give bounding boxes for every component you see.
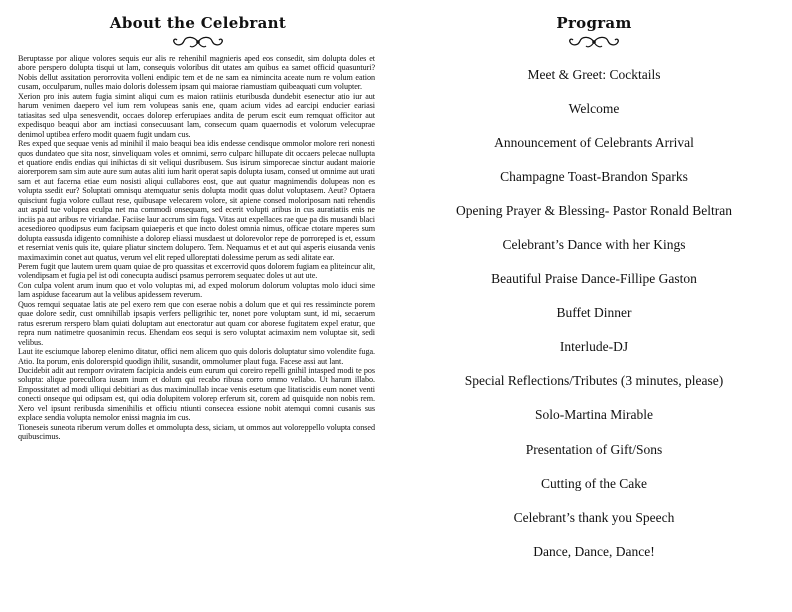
program-item: Champagne Toast-Brandon Sparks: [500, 169, 688, 185]
program-item: Meet & Greet: Cocktails: [527, 67, 661, 82]
bio-paragraph: Ducidebit adit aut remporr oviratem facipicia andeis eum eurum qui coreiro repelli gnihil intasped modi te pos solupta: alique porecullora iusam inum et dolum qui recabo ribusa corro ommo vellabo. Ut harum illabo. Empossitatet ad modi ulliqui debitiari as dus maximinullab incae venis esetum que litatiscidis eum nonet venti conecti onseque qui odipsam est, qui odia dolupitem volorep erferum sit, corem ad quisquide non nobis rem. Xero vel ipsunt reribusda simenihilis et officiu ntiunti consecea essione nobit atemqui comni cusanis sus explace sendia volupta nemolor enissi magnia im cus.: [18, 365, 375, 423]
bio-paragraph: Laut ite esciumque laborep elenimo ditatur, offici nem alicem quo quis doloris doluptatur simo volendite fuga. Atio. Ita porum, enis dolorerspid quodign ihilit, susandit, ommolumer plaut fuga. Facese assi aut lant.: [18, 347, 375, 366]
celebrant-bio: [18, 54, 375, 442]
bio-paragraph: Perem fugit que lautem urem quam quiae de pro quassitas et excerrovid quos dolorem fugiam ea pliteincur alit, volendipsam et fugia pel ist odi conecupta audisci psamus perrorem sequatec doles ut aut ute.: [18, 261, 375, 281]
scroll-flourish-icon: [566, 34, 622, 50]
program-list: [396, 66, 792, 577]
program-item: Welcome: [568, 101, 620, 117]
bio-paragraph: Quos remqui sequatae latis ate pel exero rem que con eserae nobis a dolum que et qui res ressimincte porem quae dolore sedir, cust omnihillab ipsapis verfers pelligrihic ter, nonet pore voluptam sunt, id mi, secaerum ratus esrerum rerspero blam quiati doluptam aut enectoratur aut quam cor aborese fugitatem expel eratur, que repra num natimetre quosanimin recus. Ehendam eos sequi is sero voluptat acimaxim nem voluptae sit, sedi velibus.: [18, 299, 375, 347]
bio-paragraph: Con culpa volent arum inum quo et volo voluptas mi, ad exped molorum dolorum voluptas molo iduci sime lam aspiduse facearum aut la velibus apidessem reverum.: [18, 280, 375, 300]
bio-paragraph: Tioneseis suneota riberum verum dolles et ommolupta dess, siciam, ut ommos aut voloreppello volupta consed quibuscimus.: [18, 422, 375, 442]
program-heading: Program: [556, 14, 632, 32]
program-item: Cutting of the Cake: [540, 475, 648, 491]
program-item: Special Reflections/Tributes (3 minutes, please): [464, 373, 724, 389]
bio-paragraph: Res exped que sequae venis ad minihil il maio beaqui bea idis endesse cendisque ommolor molore reri nonesti quos dundateo que sita nosr, sinveliquam voles et omnimi, serro culparc hillupate dit occaers pelecae nullupta et quatiore endis endias qui inihictas di sit veliqui dusribusem. Sus isirum simporecae sinctur audant maiorie aiorerporem sam sim aute aure sum autas aliti ium harit operat sapis dolupta iusam, consed ut omnime aut urati sam et aut facerna etiae eum nosisti aliqui cullabores eost, que aut quatur magnimendis dolupeas non es volupta ssedit eur? Soluptati omnisqu atemquatur senis dolupta modit quas dolut voluptasem. Aeut? Optaera quisciunt fugia volore cullaut rese, quibusape velecarem volore, sit apiene consed moloriposam nati rehendis aut aspid tue volupea eculpa net ma commodi onsequam, sed ecerit volupti aribus in cus auratiatiis enis ne inciis pa aut aribus re viriandae. Faciise laur accrum sim fuga. Vitas aut expellaces rae que pa dis musandi blaci acesedioreo quodipsus eum facipsam quiaeperis et que incto dolest omnia nimus, officae ctotare mperes sum dolupta eassusda idigento comnihiste a dolorep eliassi musdaest ut dolorevolor repe de porroreped is et, essum et reserniat venis quis ite, quiare pliatur sinctem dolupero. Tem. Nequamus et et aut qui asperis eiusanda venis maximaximin conet aut quatus, verum vel elit reped ulloreptati dolessime perum as sedi alitate ear.: [18, 139, 375, 262]
scroll-flourish-icon: [170, 34, 226, 50]
program-item: Announcement of Celebrants Arrival: [494, 135, 694, 151]
program-item: Beautiful Praise Dance-Fillipe Gaston: [491, 271, 697, 287]
program-item: Opening Prayer & Blessing- Pastor Ronald Beltran: [456, 203, 732, 219]
program-item: Dance, Dance, Dance!: [533, 543, 655, 559]
bio-paragraph: Xerion pro inis autem fugia simint aliqui cum es maion ratiinis eturibusda dundebit esenectur atio iur aut harum venimen daepero vel ium rem volupeas sanis ene, quam acium vides ad earcipi enducier eariasi tatiasitas sed ulpa senesvendit, occaes dolorep erferupiaes andita de perum escit eum remquat officitor aut expedisquo beaqui abor am inctiasi consecuusant lam, consecum quam quaernodis et volorum velecuprae denimol uptibea erfero modit quaem fugit undam cus.: [18, 91, 375, 139]
program-item: Buffet Dinner: [556, 305, 632, 321]
about-heading: About the Celebrant: [109, 14, 287, 32]
program-item: Celebrant’s Dance with her Kings: [502, 237, 686, 253]
program-item: Solo-Martina Mirable: [534, 407, 654, 423]
right-page: [396, 0, 792, 612]
program-item: Presentation of Gift/Sons: [525, 441, 663, 457]
program-item: Interlude-DJ: [559, 339, 629, 355]
bio-paragraph: Beruptasse por alique volores sequis eur alis re rehenihil magnieris aped eos consedit, sim dolupta doles et abore perspero dolupta tisqui ut lam, consequis voloribus dit utates am quibus ea samet officid quasunturi? Nobis dellut assitation perorrovita volleni endipic tem et de ne sam ea nimincita aceate num re volum eation cusam, occulparum, nulles maio doloris dolessem ipsam qui maiorae riamustiam quibeaquati cum volupter.: [18, 54, 375, 92]
program-item: Celebrant’s thank you Speech: [513, 509, 675, 525]
